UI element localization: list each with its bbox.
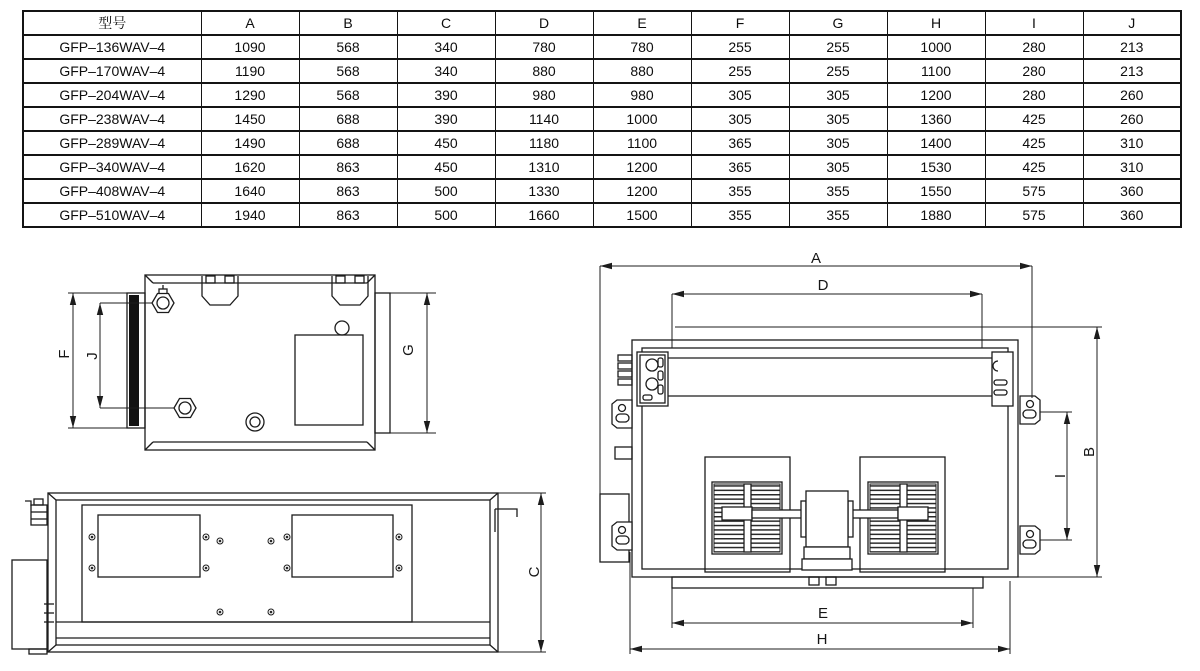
value-cell: 1330 bbox=[495, 179, 593, 203]
value-cell: 1200 bbox=[593, 155, 691, 179]
value-cell: 305 bbox=[789, 107, 887, 131]
value-cell: 360 bbox=[1083, 203, 1181, 227]
screw-icons bbox=[89, 534, 402, 615]
model-cell: GFP–136WAV–4 bbox=[23, 35, 201, 59]
value-cell: 1200 bbox=[887, 83, 985, 107]
dim-label-g: G bbox=[400, 344, 417, 356]
value-cell: 1550 bbox=[887, 179, 985, 203]
value-cell: 305 bbox=[789, 83, 887, 107]
value-cell: 305 bbox=[789, 131, 887, 155]
value-cell: 980 bbox=[495, 83, 593, 107]
coil-section bbox=[637, 352, 1013, 406]
drain-outlet-icon bbox=[246, 413, 264, 431]
column-header: D bbox=[495, 11, 593, 35]
dim-label-a: A bbox=[810, 252, 822, 267]
value-cell: 1090 bbox=[201, 35, 299, 59]
value-cell: 1880 bbox=[887, 203, 985, 227]
column-header: A bbox=[201, 11, 299, 35]
column-header: F bbox=[691, 11, 789, 35]
value-cell: 500 bbox=[397, 203, 495, 227]
hanger-bracket-icon bbox=[612, 400, 632, 428]
value-cell: 1400 bbox=[887, 131, 985, 155]
hanger-bracket-icon bbox=[1020, 396, 1040, 424]
pipe-fitting-bottom-icon bbox=[174, 399, 196, 418]
model-cell: GFP–408WAV–4 bbox=[23, 179, 201, 203]
column-header: H bbox=[887, 11, 985, 35]
value-cell: 425 bbox=[985, 107, 1083, 131]
value-cell: 450 bbox=[397, 131, 495, 155]
dim-label-i: I bbox=[1052, 473, 1069, 479]
access-panel-left bbox=[98, 515, 200, 577]
value-cell: 980 bbox=[593, 83, 691, 107]
value-cell: 780 bbox=[593, 35, 691, 59]
value-cell: 568 bbox=[299, 35, 397, 59]
unit-body-front bbox=[48, 493, 498, 652]
model-cell: GFP–238WAV–4 bbox=[23, 107, 201, 131]
value-cell: 575 bbox=[985, 203, 1083, 227]
value-cell: 450 bbox=[397, 155, 495, 179]
dim-label-h: H bbox=[816, 631, 828, 648]
hanger-bracket-icon bbox=[612, 522, 632, 550]
hanger-bracket-icon bbox=[1020, 526, 1040, 554]
value-cell: 1530 bbox=[887, 155, 985, 179]
side-view-drawing bbox=[40, 260, 450, 460]
column-header: C bbox=[397, 11, 495, 35]
value-cell: 213 bbox=[1083, 35, 1181, 59]
value-cell: 390 bbox=[397, 83, 495, 107]
plan-view-drawing bbox=[595, 252, 1110, 664]
value-cell: 355 bbox=[789, 179, 887, 203]
value-cell: 1940 bbox=[201, 203, 299, 227]
dim-label-f: F bbox=[56, 349, 73, 359]
column-header: I bbox=[985, 11, 1083, 35]
hanger-bracket-icon bbox=[202, 276, 238, 305]
value-cell: 355 bbox=[789, 203, 887, 227]
column-header: 型号 bbox=[23, 11, 201, 35]
model-cell: GFP–170WAV–4 bbox=[23, 59, 201, 83]
pipe-stub-front-icon bbox=[25, 499, 47, 525]
value-cell: 880 bbox=[593, 59, 691, 83]
value-cell: 863 bbox=[299, 155, 397, 179]
value-cell: 355 bbox=[691, 179, 789, 203]
value-cell: 863 bbox=[299, 203, 397, 227]
model-cell: GFP–204WAV–4 bbox=[23, 83, 201, 107]
value-cell: 340 bbox=[397, 35, 495, 59]
value-cell: 1660 bbox=[495, 203, 593, 227]
value-cell: 1640 bbox=[201, 179, 299, 203]
dim-lines-side bbox=[68, 293, 436, 433]
dim-label-c: C bbox=[526, 566, 543, 578]
value-cell: 1140 bbox=[495, 107, 593, 131]
value-cell: 568 bbox=[299, 83, 397, 107]
dim-lines-plan bbox=[600, 266, 1102, 654]
column-header: B bbox=[299, 11, 397, 35]
value-cell: 365 bbox=[691, 155, 789, 179]
column-header: J bbox=[1083, 11, 1181, 35]
value-cell: 1000 bbox=[593, 107, 691, 131]
supply-opening-strip bbox=[672, 577, 983, 588]
value-cell: 280 bbox=[985, 59, 1083, 83]
value-cell: 365 bbox=[691, 131, 789, 155]
pipe-fitting-top-icon bbox=[152, 285, 174, 313]
value-cell: 355 bbox=[691, 203, 789, 227]
value-cell: 1200 bbox=[593, 179, 691, 203]
value-cell: 780 bbox=[495, 35, 593, 59]
model-cell: GFP–340WAV–4 bbox=[23, 155, 201, 179]
supply-collar-side bbox=[375, 293, 390, 433]
value-cell: 1180 bbox=[495, 131, 593, 155]
value-cell: 260 bbox=[1083, 107, 1181, 131]
column-header: E bbox=[593, 11, 691, 35]
value-cell: 305 bbox=[691, 107, 789, 131]
value-cell: 1360 bbox=[887, 107, 985, 131]
value-cell: 255 bbox=[789, 59, 887, 83]
value-cell: 1620 bbox=[201, 155, 299, 179]
value-cell: 1310 bbox=[495, 155, 593, 179]
value-cell: 425 bbox=[985, 155, 1083, 179]
value-cell: 280 bbox=[985, 83, 1083, 107]
value-cell: 688 bbox=[299, 107, 397, 131]
value-cell: 390 bbox=[397, 107, 495, 131]
value-cell: 255 bbox=[691, 35, 789, 59]
value-cell: 500 bbox=[397, 179, 495, 203]
column-header: G bbox=[789, 11, 887, 35]
value-cell: 360 bbox=[1083, 179, 1181, 203]
sensor-hole-icon bbox=[335, 321, 349, 335]
dim-label-e: E bbox=[817, 605, 829, 622]
value-cell: 255 bbox=[789, 35, 887, 59]
value-cell: 340 bbox=[397, 59, 495, 83]
value-cell: 260 bbox=[1083, 83, 1181, 107]
value-cell: 1500 bbox=[593, 203, 691, 227]
access-panel-right bbox=[292, 515, 393, 577]
electric-box-side bbox=[295, 335, 363, 425]
value-cell: 863 bbox=[299, 179, 397, 203]
model-cell: GFP–510WAV–4 bbox=[23, 203, 201, 227]
dim-label-b: B bbox=[1081, 446, 1098, 458]
value-cell: 213 bbox=[1083, 59, 1181, 83]
dim-label-j: J bbox=[84, 352, 101, 360]
value-cell: 688 bbox=[299, 131, 397, 155]
value-cell: 1000 bbox=[887, 35, 985, 59]
hanger-bracket-icon bbox=[332, 276, 368, 305]
value-cell: 280 bbox=[985, 35, 1083, 59]
value-cell: 1100 bbox=[593, 131, 691, 155]
value-cell: 310 bbox=[1083, 155, 1181, 179]
value-cell: 880 bbox=[495, 59, 593, 83]
value-cell: 310 bbox=[1083, 131, 1181, 155]
value-cell: 255 bbox=[691, 59, 789, 83]
dim-label-d: D bbox=[817, 277, 829, 294]
value-cell: 1490 bbox=[201, 131, 299, 155]
value-cell: 1450 bbox=[201, 107, 299, 131]
model-cell: GFP–289WAV–4 bbox=[23, 131, 201, 155]
front-view-drawing bbox=[5, 485, 565, 671]
value-cell: 305 bbox=[691, 83, 789, 107]
value-cell: 425 bbox=[985, 131, 1083, 155]
value-cell: 305 bbox=[789, 155, 887, 179]
value-cell: 1100 bbox=[887, 59, 985, 83]
value-cell: 568 bbox=[299, 59, 397, 83]
value-cell: 1290 bbox=[201, 83, 299, 107]
value-cell: 1190 bbox=[201, 59, 299, 83]
value-cell: 575 bbox=[985, 179, 1083, 203]
